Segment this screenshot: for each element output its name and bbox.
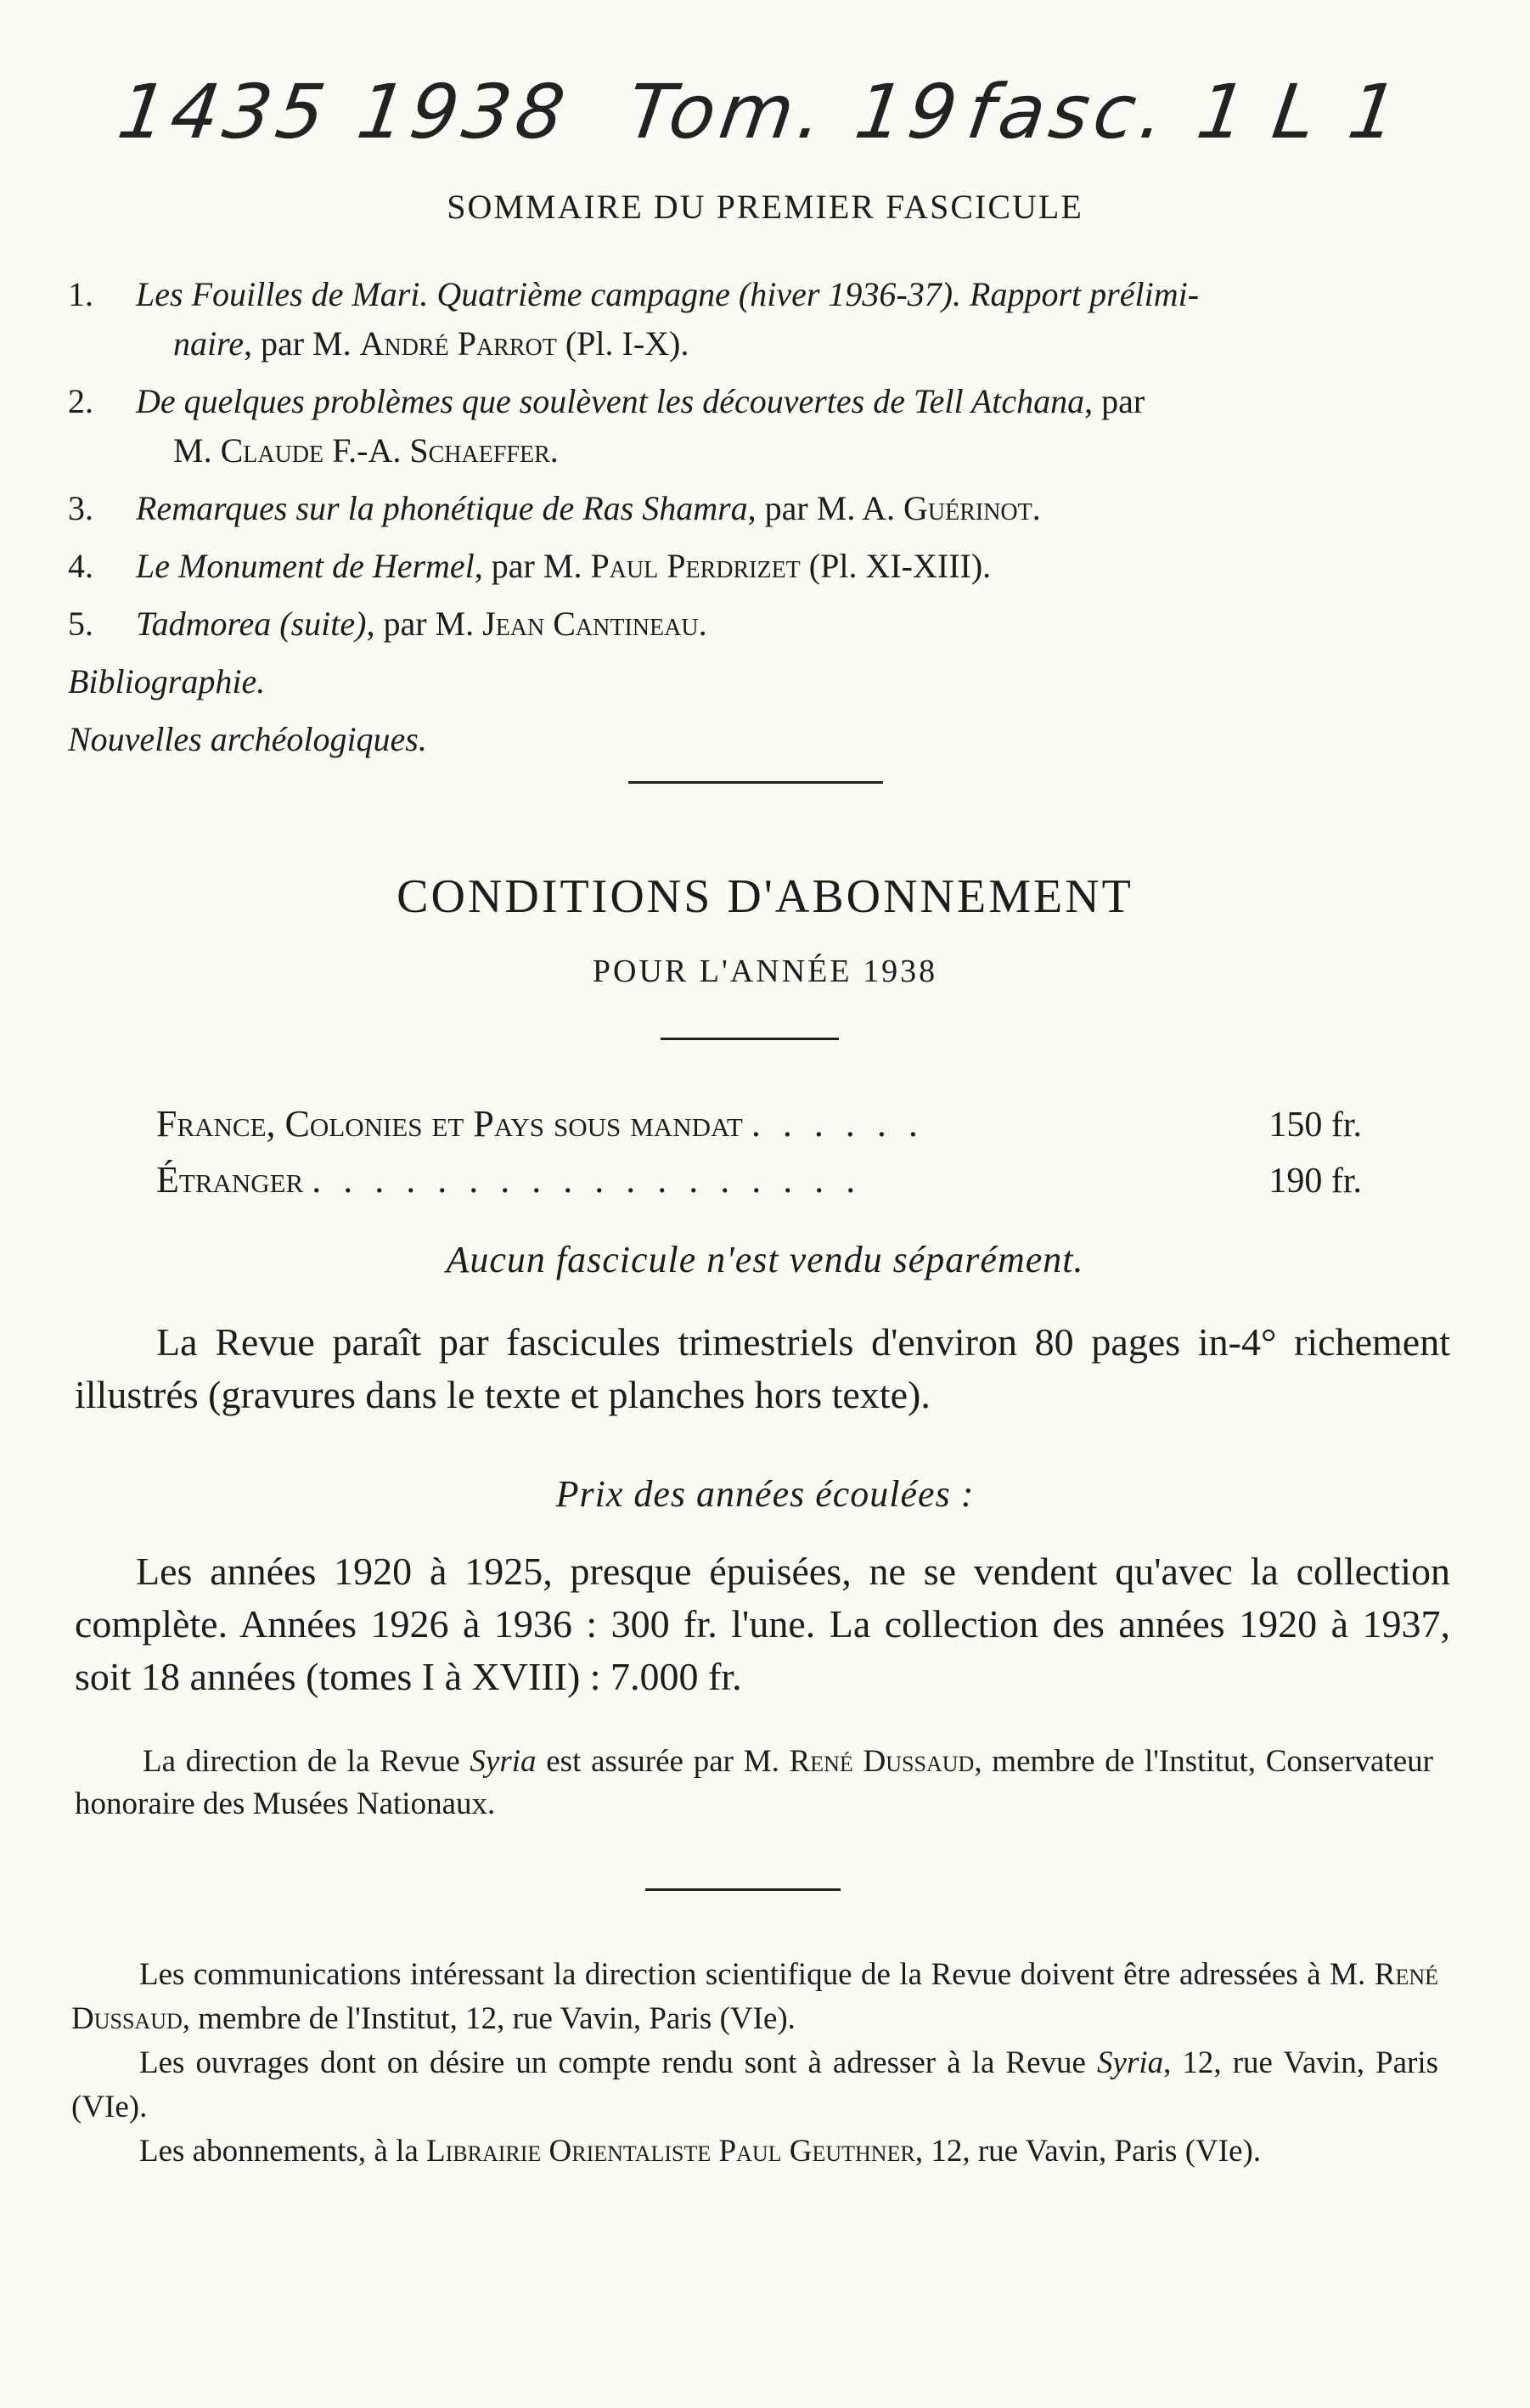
sommaire-item-title: De quelques problèmes que soulèvent les découvertes de Tell Atchana: [136, 382, 1085, 420]
sommaire-item-number: 3.: [68, 489, 93, 527]
sommaire-item-2: 2. De quelques problèmes que soulèvent les découvertes de Tell Atchana, par M. Claude F.-A. Schaeffer.: [68, 377, 1460, 475]
price-value: 190 fr.: [1268, 1162, 1362, 1201]
sommaire-item-title: Tadmorea (suite): [136, 605, 367, 643]
direction-note: La direction de la Revue Syria est assurée par M. René Dussaud, membre de l'Institut, Conservateur honoraire des Musées Nationaux.: [75, 1744, 1433, 1821]
footer-paragraph-3: Les abonnements, à la Librairie Orientaliste Paul Geuthner, 12, rue Vavin, Paris (VIe).: [139, 2134, 1262, 2169]
handwritten-ref: 1435 1938: [112, 68, 576, 155]
conditions-subheading: POUR L'ANNÉE 1938: [592, 954, 938, 989]
prix-text: Les années 1920 à 1925, presque épuisées, ne se vendent qu'avec la collection complète. Années 1926 à 1936 : 300 fr. l'une. La collection des années 1920 à 1937, soit 18 années (tomes I à XVIII) : 7.000 fr.: [75, 1550, 1450, 1698]
sommaire-item-3: 3. Remarques sur la phonétique de Ras Shamra, par M. A. Guérinot.: [68, 484, 1460, 533]
price-leader: ......: [751, 1103, 940, 1145]
sommaire-item-title-cont: naire: [173, 324, 244, 363]
sommaire-item-5: 5. Tadmorea (suite), par M. Jean Cantineau.: [68, 599, 1460, 649]
sommaire-item-author: André Parrot: [359, 324, 557, 363]
sommaire-nouvelles: Nouvelles archéologiques.: [68, 720, 427, 758]
footer-notes: [71, 1953, 1438, 2174]
sommaire-heading: SOMMAIRE DU PREMIER FASCICULE: [447, 188, 1083, 226]
sommaire-item-title: Le Monument de Hermel: [136, 547, 475, 585]
sommaire-item-author: Jean Cantineau: [482, 605, 699, 643]
sommaire-item-title: Les Fouilles de Mari. Quatrième campagne (hiver 1936-37). Rapport prélimi-: [136, 275, 1200, 313]
sommaire-item-title: Remarques sur la phonétique de Ras Shamra: [136, 489, 748, 527]
handwritten-code: L 1: [1267, 68, 1409, 155]
journal-name: Syria: [470, 1744, 537, 1779]
conditions-heading: CONDITIONS D'ABONNEMENT: [397, 870, 1133, 923]
sommaire-bibliographie: Bibliographie.: [68, 662, 266, 700]
price-row-france: [156, 1102, 1362, 1158]
sommaire-item-4: 4. Le Monument de Hermel, par M. Paul Perdrizet (Pl. XI-XIII).: [68, 542, 1460, 591]
section-divider: [628, 781, 883, 784]
subheading-divider: [661, 1038, 839, 1040]
sommaire-item-author: Paul Perdrizet: [590, 547, 801, 585]
price-leader: ..................: [312, 1159, 878, 1201]
footer-divider: [645, 1888, 841, 1891]
prix-heading: Prix des années écoulées :: [555, 1473, 975, 1515]
handwritten-tome: Tom. 19: [622, 68, 968, 155]
sommaire-item-number: 1.: [68, 275, 93, 313]
sommaire-item-number: 5.: [68, 605, 93, 643]
handwritten-fasc: fasc. 1: [961, 68, 1257, 155]
price-label: France, Colonies et Pays sous mandat: [156, 1103, 743, 1145]
handwritten-annotation: [112, 68, 1443, 187]
footer-paragraph-1: Les communications intéressant la direction scientifique de la Revue doivent être adressées à M. René Dussaud, membre de l'Institut, 12, rue Vavin, Paris (VIe).: [71, 1957, 1438, 2036]
price-table: [156, 1102, 1362, 1214]
sommaire-item-number: 4.: [68, 547, 93, 585]
conditions-note: Aucun fascicule n'est vendu séparément.: [446, 1239, 1084, 1280]
footer-paragraph-2: Les ouvrages dont on désire un compte rendu sont à adresser à la Revue Syria, 12, rue Vavin, Paris (VIe).: [71, 2045, 1438, 2124]
price-label: Étranger: [156, 1159, 304, 1201]
revue-description: La Revue paraît par fascicules trimestriels d'environ 80 pages in-4° richement illustrés (gravures dans le texte et planches hors texte).: [75, 1320, 1450, 1416]
sommaire-item-number: 2.: [68, 382, 93, 420]
sommaire-list: [68, 270, 1460, 764]
sommaire-item-1: 1. Les Fouilles de Mari. Quatrième campagne (hiver 1936-37). Rapport prélimi- naire, par M. André Parrot (Pl. I-X).: [68, 270, 1460, 369]
director-name: René Dussaud: [789, 1744, 975, 1779]
price-row-etranger: [156, 1158, 1362, 1214]
sommaire-item-author: Guérinot: [903, 489, 1032, 527]
sommaire-item-author: Claude F.-A. Schaeffer: [220, 431, 550, 470]
price-value: 150 fr.: [1268, 1106, 1362, 1145]
